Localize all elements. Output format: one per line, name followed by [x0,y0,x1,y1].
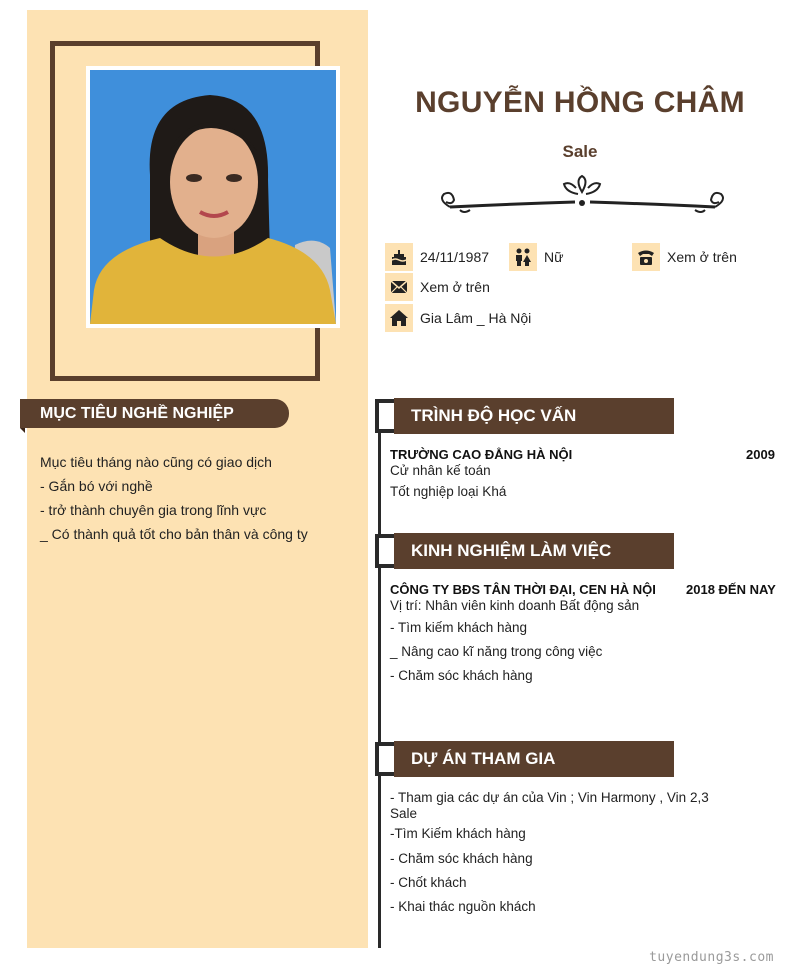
profile-photo [90,70,336,324]
work-position: Vị trí: Nhân viên kinh doanh Bất động sản [390,598,640,613]
project-task: - Khai thác nguồn khách [390,899,536,914]
project-task: - Chăm sóc khách hàng [390,851,533,866]
profile-photo-border [86,66,340,328]
objective-line: - Gắn bó với nghề [40,478,153,494]
experience-heading: KINH NGHIỆM LÀM VIỆC [394,533,674,569]
project-line: - Tham gia các dự án của Vin ; Vin Harmony , Vin 2,3 [390,790,709,805]
project-task: -Tìm Kiếm khách hàng [390,826,526,841]
tab-fold [20,428,25,433]
address-value: Gia Lâm _ Hà Nội [420,310,532,326]
birthday-cake-icon [385,243,413,271]
project-task: - Chốt khách [390,875,467,890]
birthday-value: 24/11/1987 [420,249,490,265]
house-icon [385,304,413,332]
objective-heading: MỤC TIÊU NGHỀ NGHIỆP [20,399,289,428]
work-duty: - Tìm kiếm khách hàng [390,620,528,635]
full-name: NGUYỄN HỒNG CHÂM [415,86,745,119]
ornament-divider [430,172,735,222]
timeline-line [378,400,381,948]
project-line: Sale [390,806,418,821]
telephone-icon [632,243,660,271]
objective-line: Mục tiêu tháng nào cũng có giao dịch [40,454,272,470]
degree-line: Cử nhân kế toán [390,463,491,478]
email-value: Xem ở trên [420,279,490,295]
graduation-year: 2009 [746,447,775,462]
gender-icon [509,243,537,271]
envelope-icon [385,273,413,301]
work-period: 2018 ĐẾN NAY [686,582,776,597]
job-role: Sale [562,142,598,161]
portrait-illustration [90,70,336,324]
degree-line: Tốt nghiệp loại Khá [390,484,507,499]
gender-value: Nữ [544,249,564,265]
watermark: tuyendung3s.com [649,950,774,965]
company-name: CÔNG TY BĐS TÂN THỜI ĐẠI, CEN HÀ NỘI [390,582,656,597]
objective-list [40,450,350,546]
education-heading: TRÌNH ĐỘ HỌC VẤN [394,398,674,434]
objective-line: _ Có thành quả tốt cho bản thân và công ty [40,526,308,542]
work-duty: _ Nâng cao kĩ năng trong công việc [390,644,603,659]
projects-heading: DỰ ÁN THAM GIA [394,741,674,777]
work-duty: - Chăm sóc khách hàng [390,668,533,683]
phone-value: Xem ở trên [667,249,737,265]
objective-line: - trở thành chuyên gia trong lĩnh vực [40,502,267,518]
school-name: TRƯỜNG CAO ĐẲNG HÀ NỘI [390,447,573,462]
